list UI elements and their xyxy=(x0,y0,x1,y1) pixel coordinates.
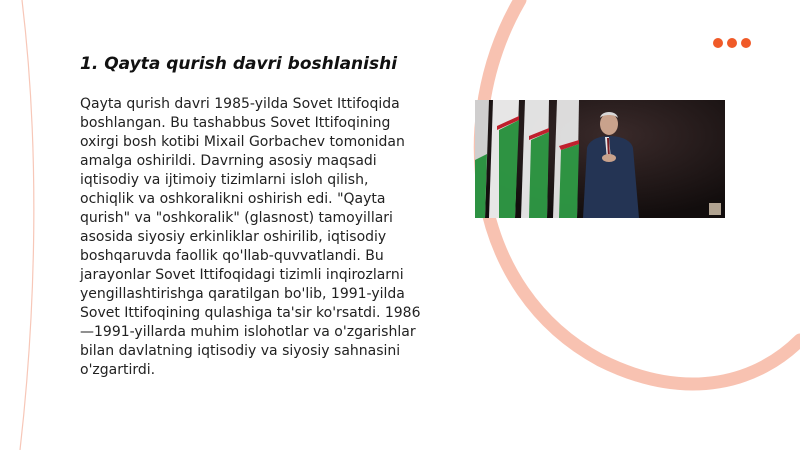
body-paragraph: Qayta qurish davri 1985-yilda Sovet Ittifoqida boshlangan. Bu tashabbus Sovet Ittifoqining oxirgi bosh kotibi Mixail Gorbachev tomonidan amalga oshirildi. Davrning asosiy maqsadi iqtisodiy va ijtimoiy tizimlarni isloh qilish, ochiqlik va oshkoralikni oshirish edi. "Qayta qurish" va "oshkoralik" (glasnost) tamoyillari asosida siyosiy erkinliklar oshirilib, iqtisodiy boshqaruvda faollik qo'llab-quvvatlandi. Bu jarayonlar Sovet Ittifoqidagi tizimli inqirozlarni yengillashtirishga qaratilgan bo'lib, 1991-yilda Sovet Ittifoqining qulashiga ta'sir ko'rsatdi. 1986—1991-yillarda muhim islohotlar va o'zgarishlar bilan davlatning iqtisodiy va siyosiy sahnasini o'zgartirdi. xyxy=(80,96,421,378)
slide-title: 1. Qayta qurish davri boshlanishi xyxy=(80,54,398,74)
photo-illustration xyxy=(475,100,725,218)
three-dots-icon xyxy=(713,38,757,50)
speaker-with-flags-photo xyxy=(475,100,725,218)
dot xyxy=(713,38,723,48)
dot xyxy=(741,38,751,48)
dot xyxy=(727,38,737,48)
